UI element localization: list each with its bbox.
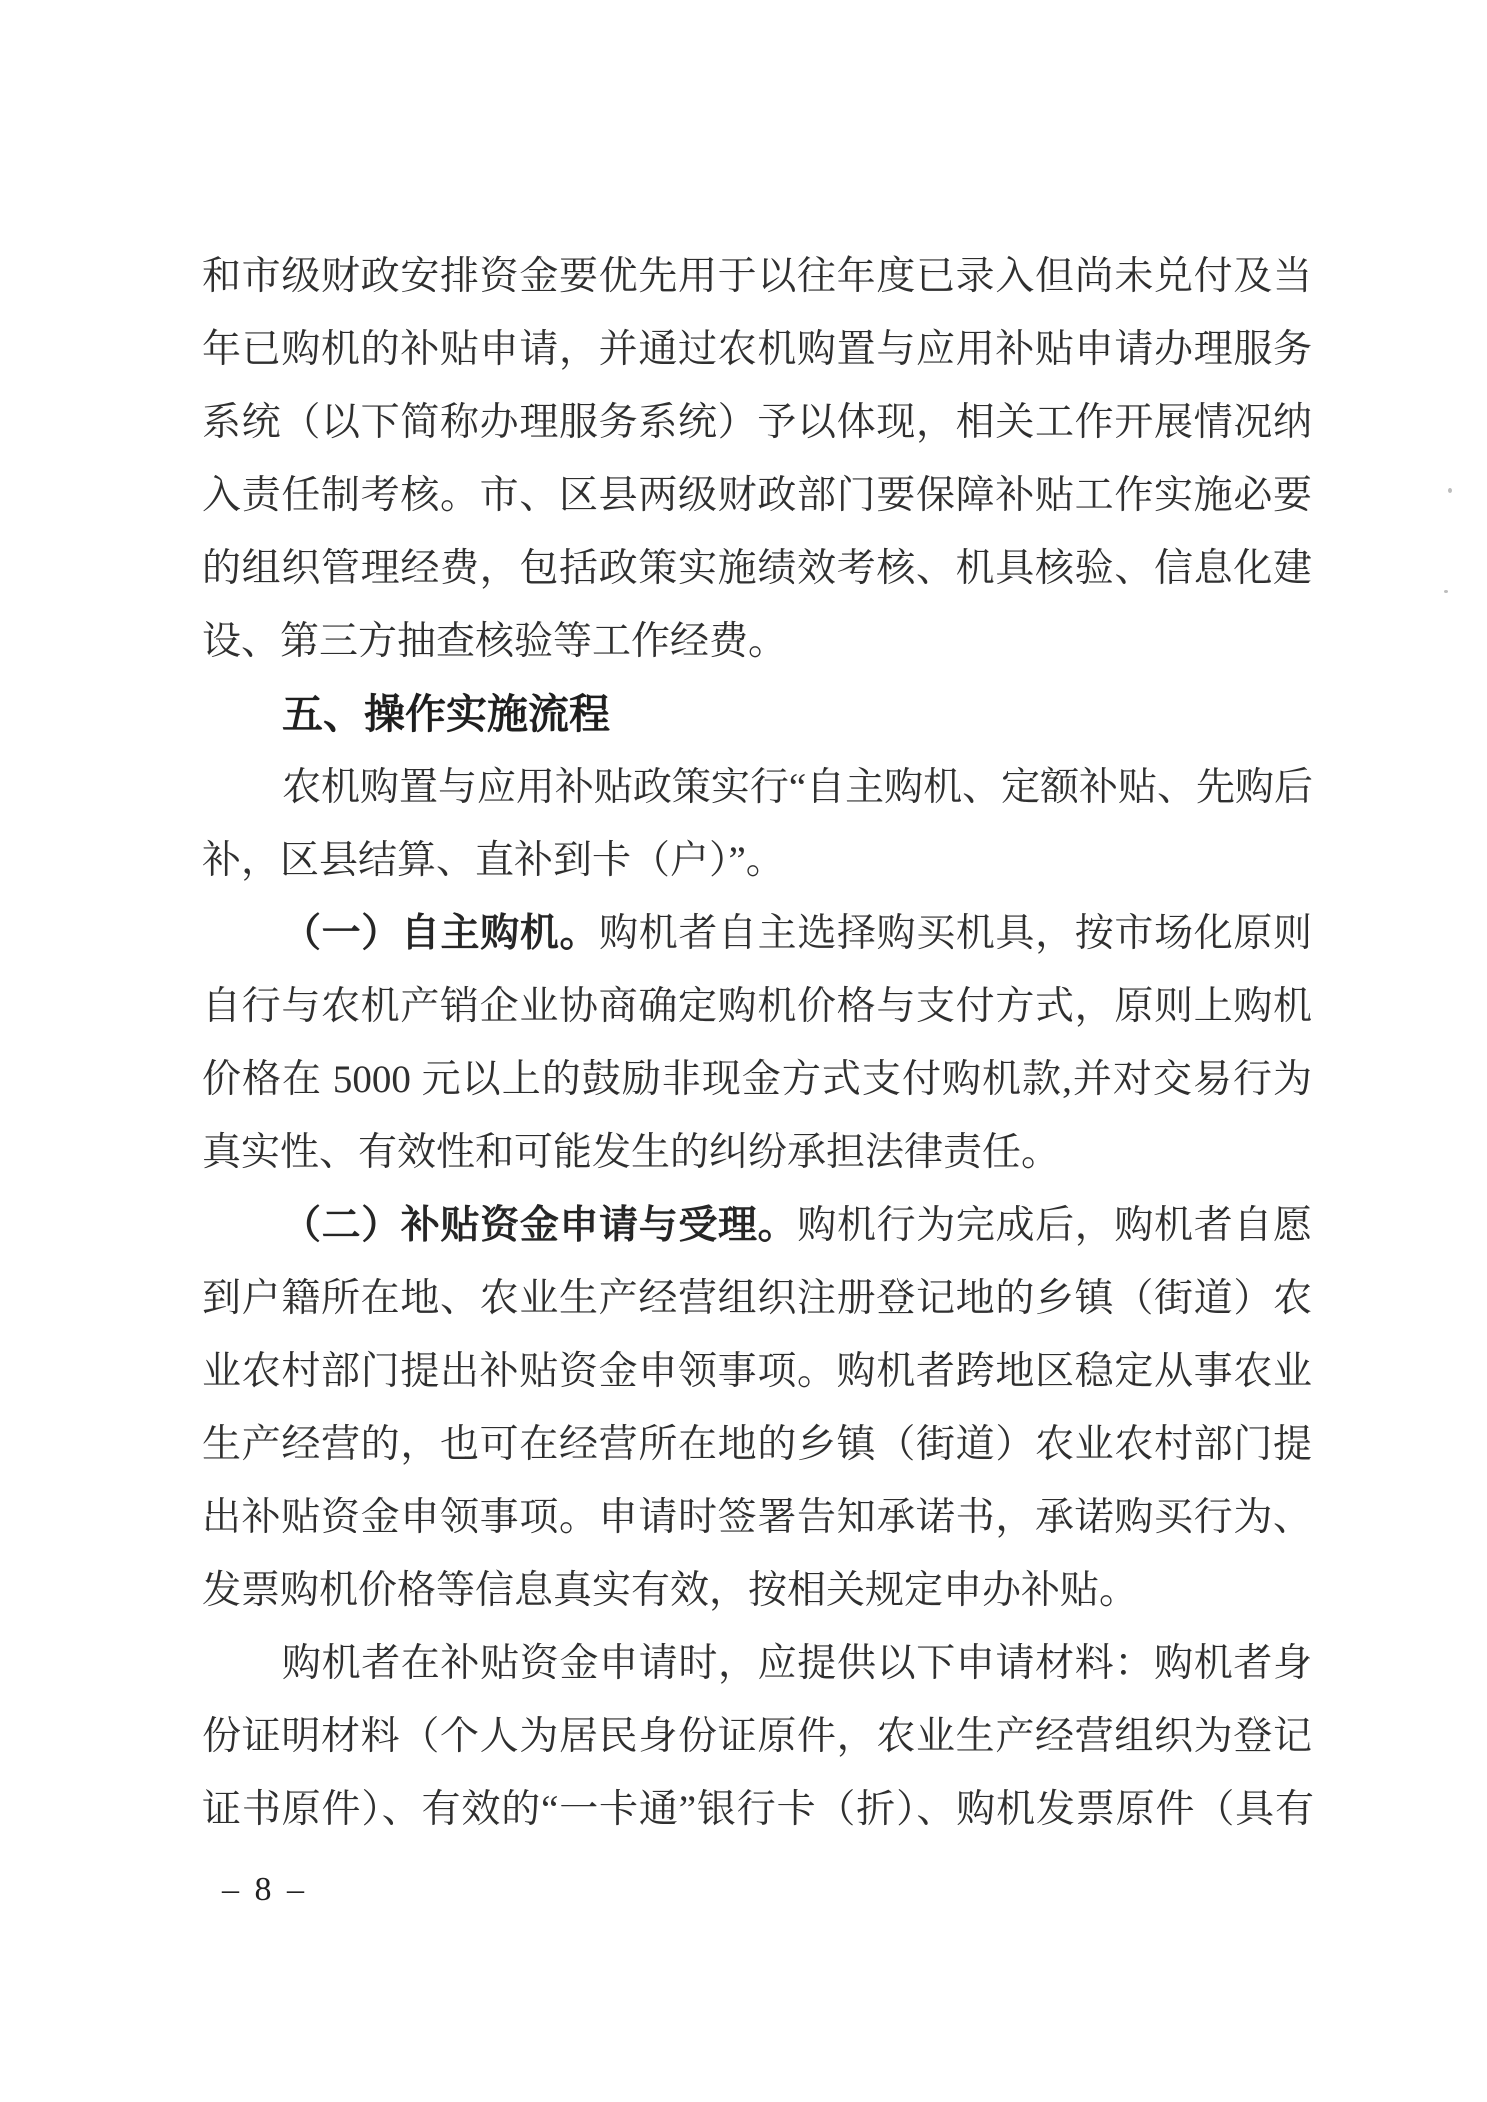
page-number: – 8 – [222,1871,304,1908]
text-block [202,240,1312,1846]
text-line: 补，区县结算、直补到卡（户）”。 [202,839,785,882]
text-line: 真实性、有效性和可能发生的纠纷承担法律责任。 [202,1131,1061,1174]
paragraph-lead: （一）自主购机。 [282,912,600,955]
text-line: 生产经营的，也可在经营所在地的乡镇（街道）农业农村部门提 [202,1423,1312,1466]
paragraph-lead: （二）补贴资金申请与受理。 [282,1204,798,1247]
text-line: 入责任制考核。市、区县两级财政部门要保障补贴工作实施必要 [202,474,1312,517]
text-line: 证书原件）、有效的“一卡通”银行卡（折）、购机发票原件（具有 [202,1788,1312,1831]
text-line: 价格在 5000 元以上的鼓励非现金方式支付购机款,并对交易行为 [202,1058,1312,1101]
text-line: 年已购机的补贴申请，并通过农机购置与应用补贴申请办理服务 [202,328,1312,371]
text-line: （二）补贴资金申请与受理。购机行为完成后，购机者自愿 [282,1204,1312,1247]
text-line: （一）自主购机。购机者自主选择购买机具，按市场化原则 [282,912,1312,955]
text-line: 设、第三方抽查核验等工作经费。 [202,620,788,663]
text-line: 到户籍所在地、农业生产经营组织注册登记地的乡镇（街道）农 [202,1277,1312,1320]
text-line: 购机者在补贴资金申请时，应提供以下申请材料：购机者身 [282,1642,1312,1685]
text-line: 份证明材料（个人为居民身份证原件，农业生产经营组织为登记 [202,1715,1312,1758]
text-line: 农机购置与应用补贴政策实行“自主购机、定额补贴、先购后 [282,766,1312,809]
text-line: 业农村部门提出补贴资金申领事项。购机者跨地区稳定从事农业 [202,1350,1312,1393]
text-line: 系统（以下简称办理服务系统）予以体现，相关工作开展情况纳 [202,401,1312,444]
scan-speck [1444,590,1448,593]
text-line: 自行与农机产销企业协商确定购机价格与支付方式，原则上购机 [202,985,1312,1028]
section-heading: 五、操作实施流程 [282,691,610,737]
text-line: 的组织管理经费，包括政策实施绩效考核、机具核验、信息化建 [202,547,1312,590]
text-line: 出补贴资金申领事项。申请时签署告知承诺书，承诺购买行为、 [202,1496,1312,1539]
text-line: 发票购机价格等信息真实有效，按相关规定申办补贴。 [202,1569,1139,1612]
text-line: 和市级财政安排资金要优先用于以往年度已录入但尚未兑付及当 [202,255,1312,298]
scan-speck [1448,488,1452,493]
